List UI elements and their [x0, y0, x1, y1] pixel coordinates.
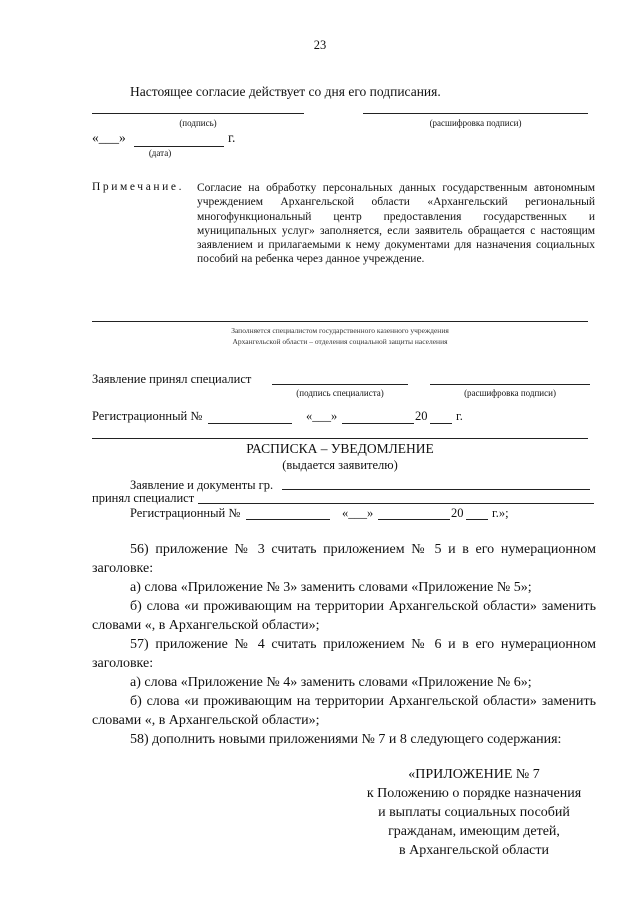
appendix-line3: гражданам, имеющим детей, [388, 824, 560, 839]
consent-validity-text: Настоящее согласие действует со дня его подписания. [130, 84, 441, 99]
registration-year-prefix: 20 [415, 409, 428, 423]
receipt-docs-label: Заявление и документы гр. [130, 478, 274, 492]
receipt-title: РАСПИСКА – УВЕДОМЛЕНИЕ [246, 441, 434, 456]
amendment-56-b: б) слова «и проживающим на территории Архангельской области» заменить словами «, в Архангельской области»; [92, 599, 596, 634]
signature-decoding-caption: (расшифровка подписи) [429, 118, 522, 128]
specialist-section-line [92, 321, 588, 322]
registration-month-line [342, 423, 414, 424]
appendix-title: «ПРИЛОЖЕНИЕ № 7 [408, 767, 540, 782]
amendment-57-b: б) слова «и проживающим на территории Архангельской области» заменить словами «, в Архангельской области»; [92, 694, 596, 729]
receipt-registration-month-line [378, 519, 450, 520]
accepted-by-label: Заявление принял специалист [92, 372, 252, 386]
signature-line [92, 113, 304, 114]
date-year-suffix: г. [228, 130, 236, 145]
specialist-decoding-caption: (расшифровка подписи) [464, 388, 556, 398]
receipt-registration-date-open: «___» [342, 506, 374, 520]
date-line [134, 146, 224, 147]
receipt-registration-year-line [466, 519, 488, 520]
specialist-signature-caption: (подпись специалиста) [296, 388, 384, 398]
registration-number-line [208, 423, 292, 424]
receipt-subtitle: (выдается заявителю) [282, 458, 398, 472]
date-caption: (дата) [148, 148, 172, 158]
page-number: 23 [313, 38, 327, 52]
note-label: Примечание. [92, 181, 185, 193]
filled-by-line2: Архангельской области – отделения социальной защиты населения [232, 337, 448, 346]
amendment-56-a: а) слова «Приложение № 3» заменить словами «Приложение № 5»; [130, 580, 532, 595]
signature-decoding-line [363, 113, 588, 114]
specialist-decoding-line [430, 384, 590, 385]
date-open: «___» [92, 130, 126, 145]
receipt-accepted-line [198, 503, 594, 504]
appendix-line4: в Архангельской области [399, 843, 549, 858]
receipt-registration-label: Регистрационный № [130, 506, 241, 520]
receipt-docs-line [282, 489, 590, 490]
receipt-accepted-label: принял специалист [92, 491, 195, 505]
specialist-signature-line [272, 384, 408, 385]
amendment-57-a: а) слова «Приложение № 4» заменить словами «Приложение № 6»; [130, 675, 532, 690]
appendix-line2: и выплаты социальных пособий [378, 805, 570, 820]
signature-caption: (подпись) [179, 118, 217, 128]
receipt-registration-number-line [246, 519, 330, 520]
filled-by-line1: Заполняется специалистом государственного казенного учреждения [231, 326, 449, 335]
registration-label: Регистрационный № [92, 409, 203, 423]
appendix-line1: к Положению о порядке назначения [366, 786, 582, 801]
amendment-56: 56) приложение № 3 считать приложением № 5 и в его нумерационном заголовке: [92, 542, 596, 577]
registration-date-open: «___» [306, 409, 338, 423]
registration-year-suffix: г. [456, 409, 463, 423]
amendment-58: 58) дополнить новыми приложениями № 7 и 8 следующего содержания: [130, 732, 562, 747]
amendment-57: 57) приложение № 4 считать приложением № 6 и в его нумерационном заголовке: [92, 637, 596, 672]
receipt-registration-year-prefix: 20 [451, 506, 464, 520]
receipt-registration-year-suffix: г.»; [492, 506, 509, 520]
receipt-separator-line [92, 438, 588, 439]
registration-year-line [430, 423, 452, 424]
note-text: Согласие на обработку персональных данных государственным автономным учреждением Архангельской области «Архангельский региональный многофункциональный центр предоставления государственных и муниципальных услуг» заполняется, если заявитель обращается с настоящим заявлением и прилагаемыми к нему документами для назначения социальных пособий на ребенка через данное учреждение. [197, 182, 595, 266]
